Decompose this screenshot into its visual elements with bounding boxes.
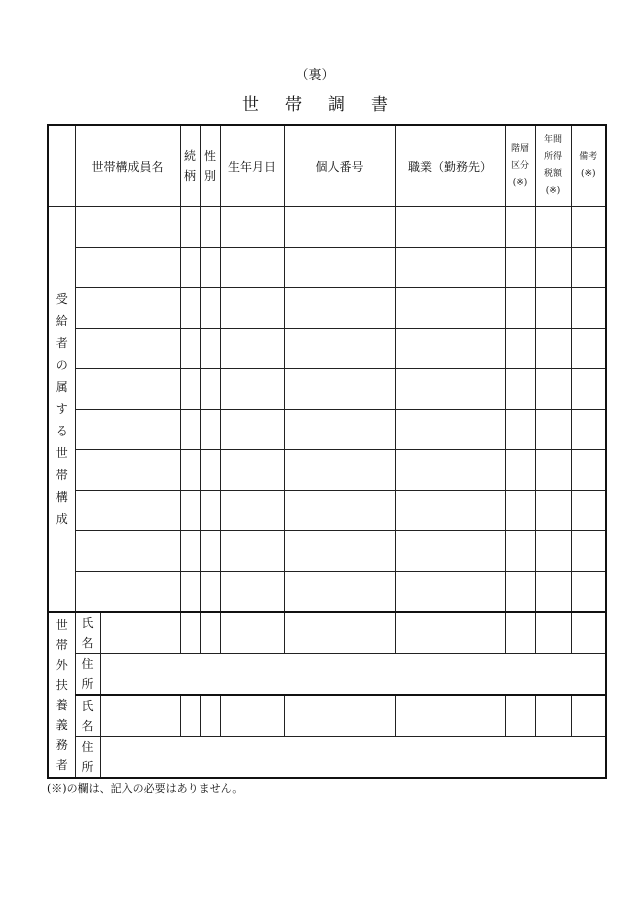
household-label-char: 世 — [55, 446, 68, 460]
member-name-cell[interactable] — [75, 328, 180, 369]
address-label-char: 住 — [81, 740, 94, 754]
personal-number-cell[interactable] — [284, 409, 395, 450]
page-subtitle: （裏） — [295, 68, 335, 83]
outside-section-label — [48, 612, 75, 778]
gender-cell[interactable] — [200, 207, 220, 248]
birthdate-cell[interactable] — [220, 247, 284, 288]
remarks-cell[interactable] — [571, 409, 606, 450]
household-row — [48, 571, 606, 612]
outside-address-cell[interactable] — [100, 654, 606, 696]
relation-cell[interactable] — [180, 369, 200, 410]
personal-number-cell[interactable] — [284, 450, 395, 491]
occupation-cell[interactable] — [395, 288, 505, 329]
outside-address-row — [48, 654, 606, 696]
name-label-char: 名 — [81, 719, 94, 733]
personal-number-cell[interactable] — [284, 571, 395, 612]
header-occupation: 職業（勤務先） — [395, 125, 505, 207]
header-gender-char: 別 — [204, 169, 217, 183]
annual-tax-cell[interactable] — [535, 571, 571, 612]
outside-label-char: 世 — [55, 618, 68, 632]
relation-cell[interactable] — [180, 571, 200, 612]
name-label-char: 氏 — [81, 616, 94, 630]
gender-cell[interactable] — [200, 531, 220, 572]
header-relation — [180, 125, 200, 207]
outside-label-char: 養 — [55, 698, 68, 712]
annual-tax-cell[interactable] — [535, 450, 571, 491]
occupation-cell[interactable] — [395, 612, 505, 654]
member-name-cell[interactable] — [75, 490, 180, 531]
gender-cell[interactable] — [200, 288, 220, 329]
bracket-cell[interactable] — [505, 207, 535, 248]
birthdate-cell[interactable] — [220, 207, 284, 248]
outside-label-char: 帯 — [55, 638, 68, 652]
occupation-cell[interactable] — [395, 247, 505, 288]
gender-cell[interactable] — [200, 409, 220, 450]
header-bracket — [505, 125, 535, 207]
occupation-cell[interactable] — [395, 450, 505, 491]
outside-name-cell[interactable] — [100, 612, 180, 654]
name-label-char: 名 — [81, 636, 94, 650]
birthdate-cell[interactable] — [220, 571, 284, 612]
remarks-cell[interactable] — [571, 288, 606, 329]
page-title: 世帯調書 — [242, 95, 414, 115]
header-annual-tax-line: 税額 — [544, 169, 563, 179]
gender-cell[interactable] — [200, 247, 220, 288]
occupation-cell[interactable] — [395, 531, 505, 572]
personal-number-cell[interactable] — [284, 288, 395, 329]
household-row — [48, 531, 606, 572]
bracket-cell[interactable] — [505, 450, 535, 491]
remarks-cell[interactable] — [571, 695, 606, 737]
personal-number-cell[interactable] — [284, 328, 395, 369]
occupation-cell[interactable] — [395, 328, 505, 369]
outside-name-row — [48, 612, 606, 654]
header-annual-tax-line: 年間 — [544, 135, 563, 145]
relation-cell[interactable] — [180, 612, 200, 654]
header-bracket-line: 階層 — [511, 143, 530, 154]
bracket-cell[interactable] — [505, 328, 535, 369]
outside-address-cell[interactable] — [100, 737, 606, 779]
member-name-cell[interactable] — [75, 207, 180, 248]
header-bracket-line: (※) — [512, 177, 528, 188]
name-sub-label — [75, 612, 100, 654]
header-birthdate: 生年月日 — [220, 125, 284, 207]
remarks-cell[interactable] — [571, 207, 606, 248]
relation-cell[interactable] — [180, 695, 200, 737]
annual-tax-cell[interactable] — [535, 695, 571, 737]
relation-cell[interactable] — [180, 450, 200, 491]
bracket-cell[interactable] — [505, 247, 535, 288]
personal-number-cell[interactable] — [284, 207, 395, 248]
bracket-cell[interactable] — [505, 409, 535, 450]
remarks-cell[interactable] — [571, 490, 606, 531]
birthdate-cell[interactable] — [220, 695, 284, 737]
remarks-cell[interactable] — [571, 531, 606, 572]
annual-tax-cell[interactable] — [535, 409, 571, 450]
header-remarks — [571, 125, 606, 207]
relation-cell[interactable] — [180, 409, 200, 450]
household-label-char: 者 — [55, 336, 68, 350]
household-label-char: す — [55, 402, 68, 416]
household-row — [48, 288, 606, 329]
annual-tax-cell[interactable] — [535, 490, 571, 531]
household-row — [48, 450, 606, 491]
header-gender-char: 性 — [204, 149, 217, 163]
gender-cell[interactable] — [200, 695, 220, 737]
bracket-cell[interactable] — [505, 531, 535, 572]
outside-label-char: 義 — [55, 718, 68, 732]
outside-name-cell[interactable] — [100, 695, 180, 737]
household-survey-table — [47, 124, 607, 779]
birthdate-cell[interactable] — [220, 450, 284, 491]
bracket-cell[interactable] — [505, 369, 535, 410]
address-sub-label — [75, 737, 100, 779]
header-annual-tax — [535, 125, 571, 207]
remarks-cell[interactable] — [571, 369, 606, 410]
household-label-char: 帯 — [55, 468, 68, 482]
header-annual-tax-line: 所得 — [544, 152, 563, 162]
footnote: (※)の欄は、記入の必要はありません。 — [47, 782, 244, 795]
occupation-cell[interactable] — [395, 695, 505, 737]
header-relation-char: 続 — [184, 149, 197, 163]
header-relation-char: 柄 — [184, 169, 197, 183]
relation-cell[interactable] — [180, 490, 200, 531]
birthdate-cell[interactable] — [220, 288, 284, 329]
household-row — [48, 490, 606, 531]
relation-cell[interactable] — [180, 247, 200, 288]
bracket-cell[interactable] — [505, 571, 535, 612]
household-row — [48, 247, 606, 288]
household-label-char: 構 — [55, 490, 68, 504]
household-section-label — [48, 207, 75, 613]
header-gender — [200, 125, 220, 207]
relation-cell[interactable] — [180, 288, 200, 329]
bracket-cell[interactable] — [505, 288, 535, 329]
annual-tax-cell[interactable] — [535, 288, 571, 329]
header-annual-tax-line: (※) — [545, 186, 561, 196]
header-corner-cell — [48, 125, 75, 207]
remarks-cell[interactable] — [571, 571, 606, 612]
outside-label-char: 扶 — [55, 678, 68, 692]
bracket-cell[interactable] — [505, 612, 535, 654]
personal-number-cell[interactable] — [284, 369, 395, 410]
member-name-cell[interactable] — [75, 409, 180, 450]
member-name-cell[interactable] — [75, 288, 180, 329]
bracket-cell[interactable] — [505, 695, 535, 737]
birthdate-cell[interactable] — [220, 612, 284, 654]
household-label-char: 成 — [55, 512, 68, 526]
member-name-cell[interactable] — [75, 369, 180, 410]
outside-address-row — [48, 737, 606, 779]
household-label-char: る — [55, 424, 68, 438]
outside-label-char: 者 — [55, 758, 68, 772]
outside-label-char: 外 — [55, 658, 68, 672]
header-personal-number: 個人番号 — [284, 125, 395, 207]
occupation-cell[interactable] — [395, 490, 505, 531]
member-name-cell[interactable] — [75, 531, 180, 572]
address-label-char: 所 — [81, 760, 94, 774]
bracket-cell[interactable] — [505, 490, 535, 531]
gender-cell[interactable] — [200, 369, 220, 410]
birthdate-cell[interactable] — [220, 328, 284, 369]
personal-number-cell[interactable] — [284, 695, 395, 737]
personal-number-cell[interactable] — [284, 247, 395, 288]
occupation-cell[interactable] — [395, 369, 505, 410]
address-label-char: 所 — [81, 677, 94, 691]
member-name-cell[interactable] — [75, 450, 180, 491]
annual-tax-cell[interactable] — [535, 531, 571, 572]
occupation-cell[interactable] — [395, 571, 505, 612]
address-sub-label — [75, 654, 100, 696]
birthdate-cell[interactable] — [220, 409, 284, 450]
household-row — [48, 369, 606, 410]
annual-tax-cell[interactable] — [535, 328, 571, 369]
header-row — [48, 125, 606, 207]
household-row — [48, 409, 606, 450]
outside-label-char: 務 — [55, 738, 68, 752]
occupation-cell[interactable] — [395, 409, 505, 450]
outside-name-row — [48, 695, 606, 737]
annual-tax-cell[interactable] — [535, 247, 571, 288]
household-label-char: 給 — [55, 314, 68, 328]
address-label-char: 住 — [81, 657, 94, 671]
birthdate-cell[interactable] — [220, 490, 284, 531]
remarks-cell[interactable] — [571, 328, 606, 369]
remarks-cell[interactable] — [571, 450, 606, 491]
header-remarks-line: 備考 — [579, 152, 598, 162]
household-row — [48, 207, 606, 248]
relation-cell[interactable] — [180, 531, 200, 572]
birthdate-cell[interactable] — [220, 369, 284, 410]
header-remarks-line: (※) — [580, 169, 596, 179]
gender-cell[interactable] — [200, 490, 220, 531]
occupation-cell[interactable] — [395, 207, 505, 248]
relation-cell[interactable] — [180, 328, 200, 369]
member-name-cell[interactable] — [75, 571, 180, 612]
household-label-char: 受 — [55, 292, 68, 306]
annual-tax-cell[interactable] — [535, 207, 571, 248]
personal-number-cell[interactable] — [284, 531, 395, 572]
name-label-char: 氏 — [81, 699, 94, 713]
remarks-cell[interactable] — [571, 612, 606, 654]
relation-cell[interactable] — [180, 207, 200, 248]
annual-tax-cell[interactable] — [535, 612, 571, 654]
gender-cell[interactable] — [200, 612, 220, 654]
header-member-name: 世帯構成員名 — [75, 125, 180, 207]
birthdate-cell[interactable] — [220, 531, 284, 572]
gender-cell[interactable] — [200, 571, 220, 612]
header-bracket-line: 区分 — [511, 160, 530, 171]
personal-number-cell[interactable] — [284, 490, 395, 531]
annual-tax-cell[interactable] — [535, 369, 571, 410]
member-name-cell[interactable] — [75, 247, 180, 288]
name-sub-label — [75, 695, 100, 737]
personal-number-cell[interactable] — [284, 612, 395, 654]
household-row — [48, 328, 606, 369]
gender-cell[interactable] — [200, 328, 220, 369]
remarks-cell[interactable] — [571, 247, 606, 288]
gender-cell[interactable] — [200, 450, 220, 491]
household-label-char: 属 — [55, 380, 68, 394]
household-label-char: の — [55, 358, 68, 372]
